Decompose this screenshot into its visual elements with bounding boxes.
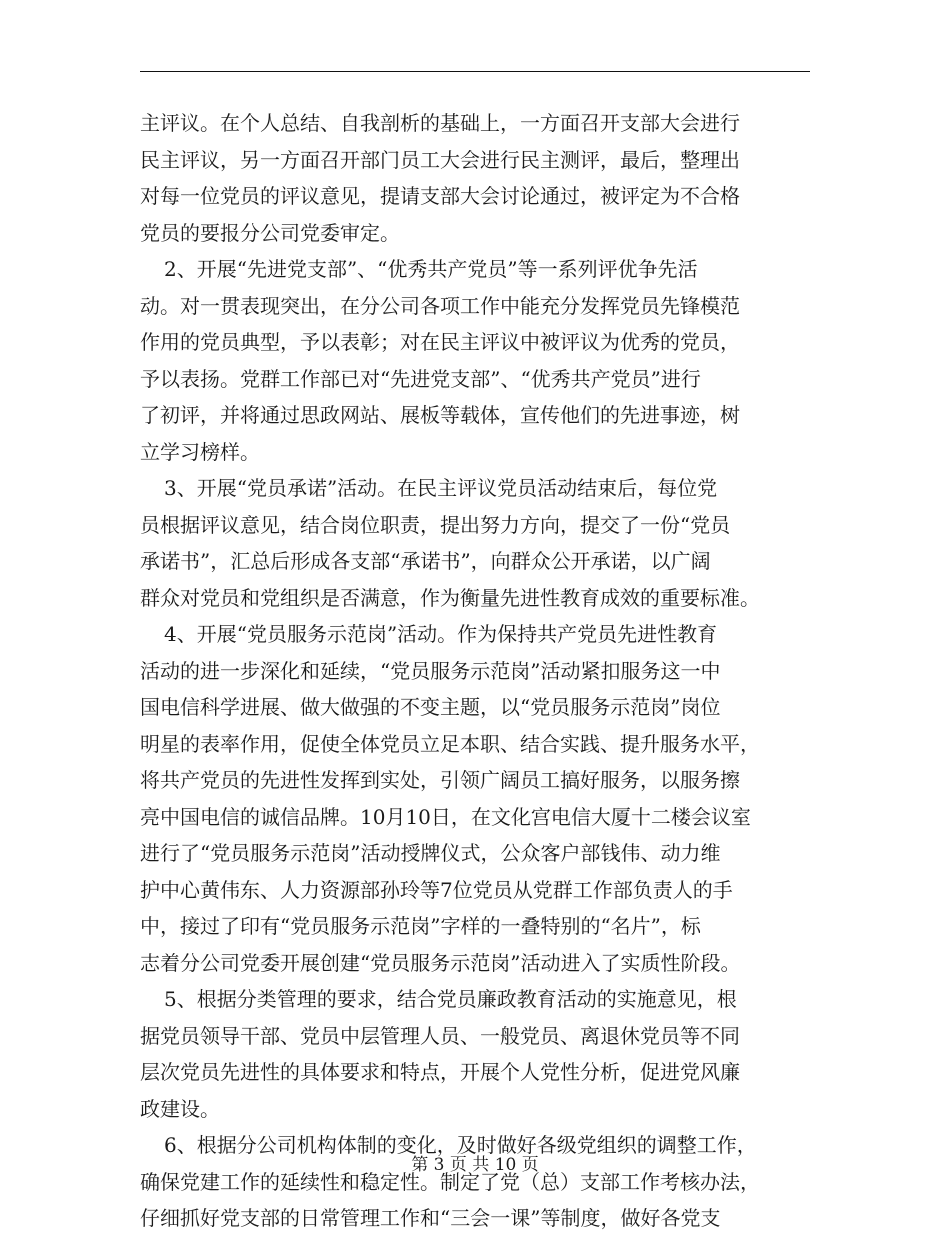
text-line: 对每一位党员的评议意见，提请支部大会讨论通过，被评定为不合格 [140,184,740,208]
text-line: 据党员领导干部、党员中层管理人员、一般党员、离退休党员等不同 [140,1023,740,1048]
text-line: 承诺书”，汇总后形成各支部“承诺书”，向群众公开承诺，以广阔 [140,549,711,573]
text-line: 中，接过了印有“党员服务示范岗”字样的一叠特别的“名片”，标 [140,914,701,938]
text-line: 国电信科学进展、做大做强的不变主题，以“党员服务示范岗”岗位 [140,695,721,719]
text-line: 活动的进一步深化和延续，“党员服务示范岗”活动紧扣服务这一中 [140,658,721,683]
text-line: 作用的党员典型，予以表彰；对在民主评议中被评议为优秀的党员， [140,330,740,354]
text-line: 仔细抓好党支部的日常管理工作和“三会一课”等制度，做好各党支 [140,1206,721,1230]
page-number-footer: 第 3 页 共 10 页 [411,1155,539,1175]
document-body [140,105,812,1237]
text-line: 政建设。 [140,1096,220,1121]
text-line: 2、开展“先进党支部”、“优秀共产党员”等一系列评优争先活 [164,257,698,281]
text-line: 动。对一贯表现突出，在分公司各项工作中能充分发挥党员先锋模范 [140,293,740,318]
text-line: 了初评，并将通过思政网站、展板等载体，宣传他们的先进事迹，树 [140,403,740,427]
text-line: 亮中国电信的诚信品牌。10月10日，在文化宫电信大厦十二楼会议室 [140,804,751,829]
text-line: 主评议。在个人总结、自我剖析的基础上，一方面召开支部大会进行 [140,111,740,135]
text-line: 予以表扬。党群工作部已对“先进党支部”、“优秀共产党员”进行 [140,366,701,391]
text-line: 员根据评议意见，结合岗位职责，提出努力方向，提交了一份“党员 [140,512,731,537]
text-line: 确保党建工作的延续性和稳定性。制定了党（总）支部工作考核办法， [140,1169,760,1194]
text-line: 将共产党员的先进性发挥到实处，引领广阔员工搞好服务，以服务擦 [140,768,740,792]
text-line: 护中心黄伟东、人力资源部孙玲等7位党员从党群工作部负责人的手 [140,877,733,902]
text-line: 层次党员先进性的具体要求和特点，开展个人党性分析，促进党风廉 [140,1060,740,1084]
text-line: 3、开展“党员承诺”活动。在民主评议党员活动结束后，每位党 [164,476,718,500]
text-line: 党员的要报分公司党委审定。 [140,220,400,245]
text-line: 明星的表率作用，促使全体党员立足本职、结合实践、提升服务水平， [140,731,760,756]
text-line: 群众对党员和党组织是否满意，作为衡量先进性教育成效的重要标准。 [140,585,760,610]
text-line: 进行了“党员服务示范岗”活动授牌仪式，公众客户部钱伟、动力维 [140,841,721,865]
text-line: 立学习榜样。 [140,439,260,464]
text-line: 4、开展“党员服务示范岗”活动。作为保持共产党员先进性教育 [164,622,718,646]
text-line: 民主评议，另一方面召开部门员工大会进行民主测评，最后，整理出 [140,147,740,172]
text-line: 志着分公司党委开展创建“党员服务示范岗”活动进入了实质性阶段。 [140,950,741,975]
header-rule [140,71,810,72]
text-line: 6、根据分公司机构体制的变化，及时做好各级党组织的调整工作， [164,1133,757,1157]
text-line: 5、根据分类管理的要求，结合党员廉政教育活动的实施意见，根 [164,987,737,1011]
